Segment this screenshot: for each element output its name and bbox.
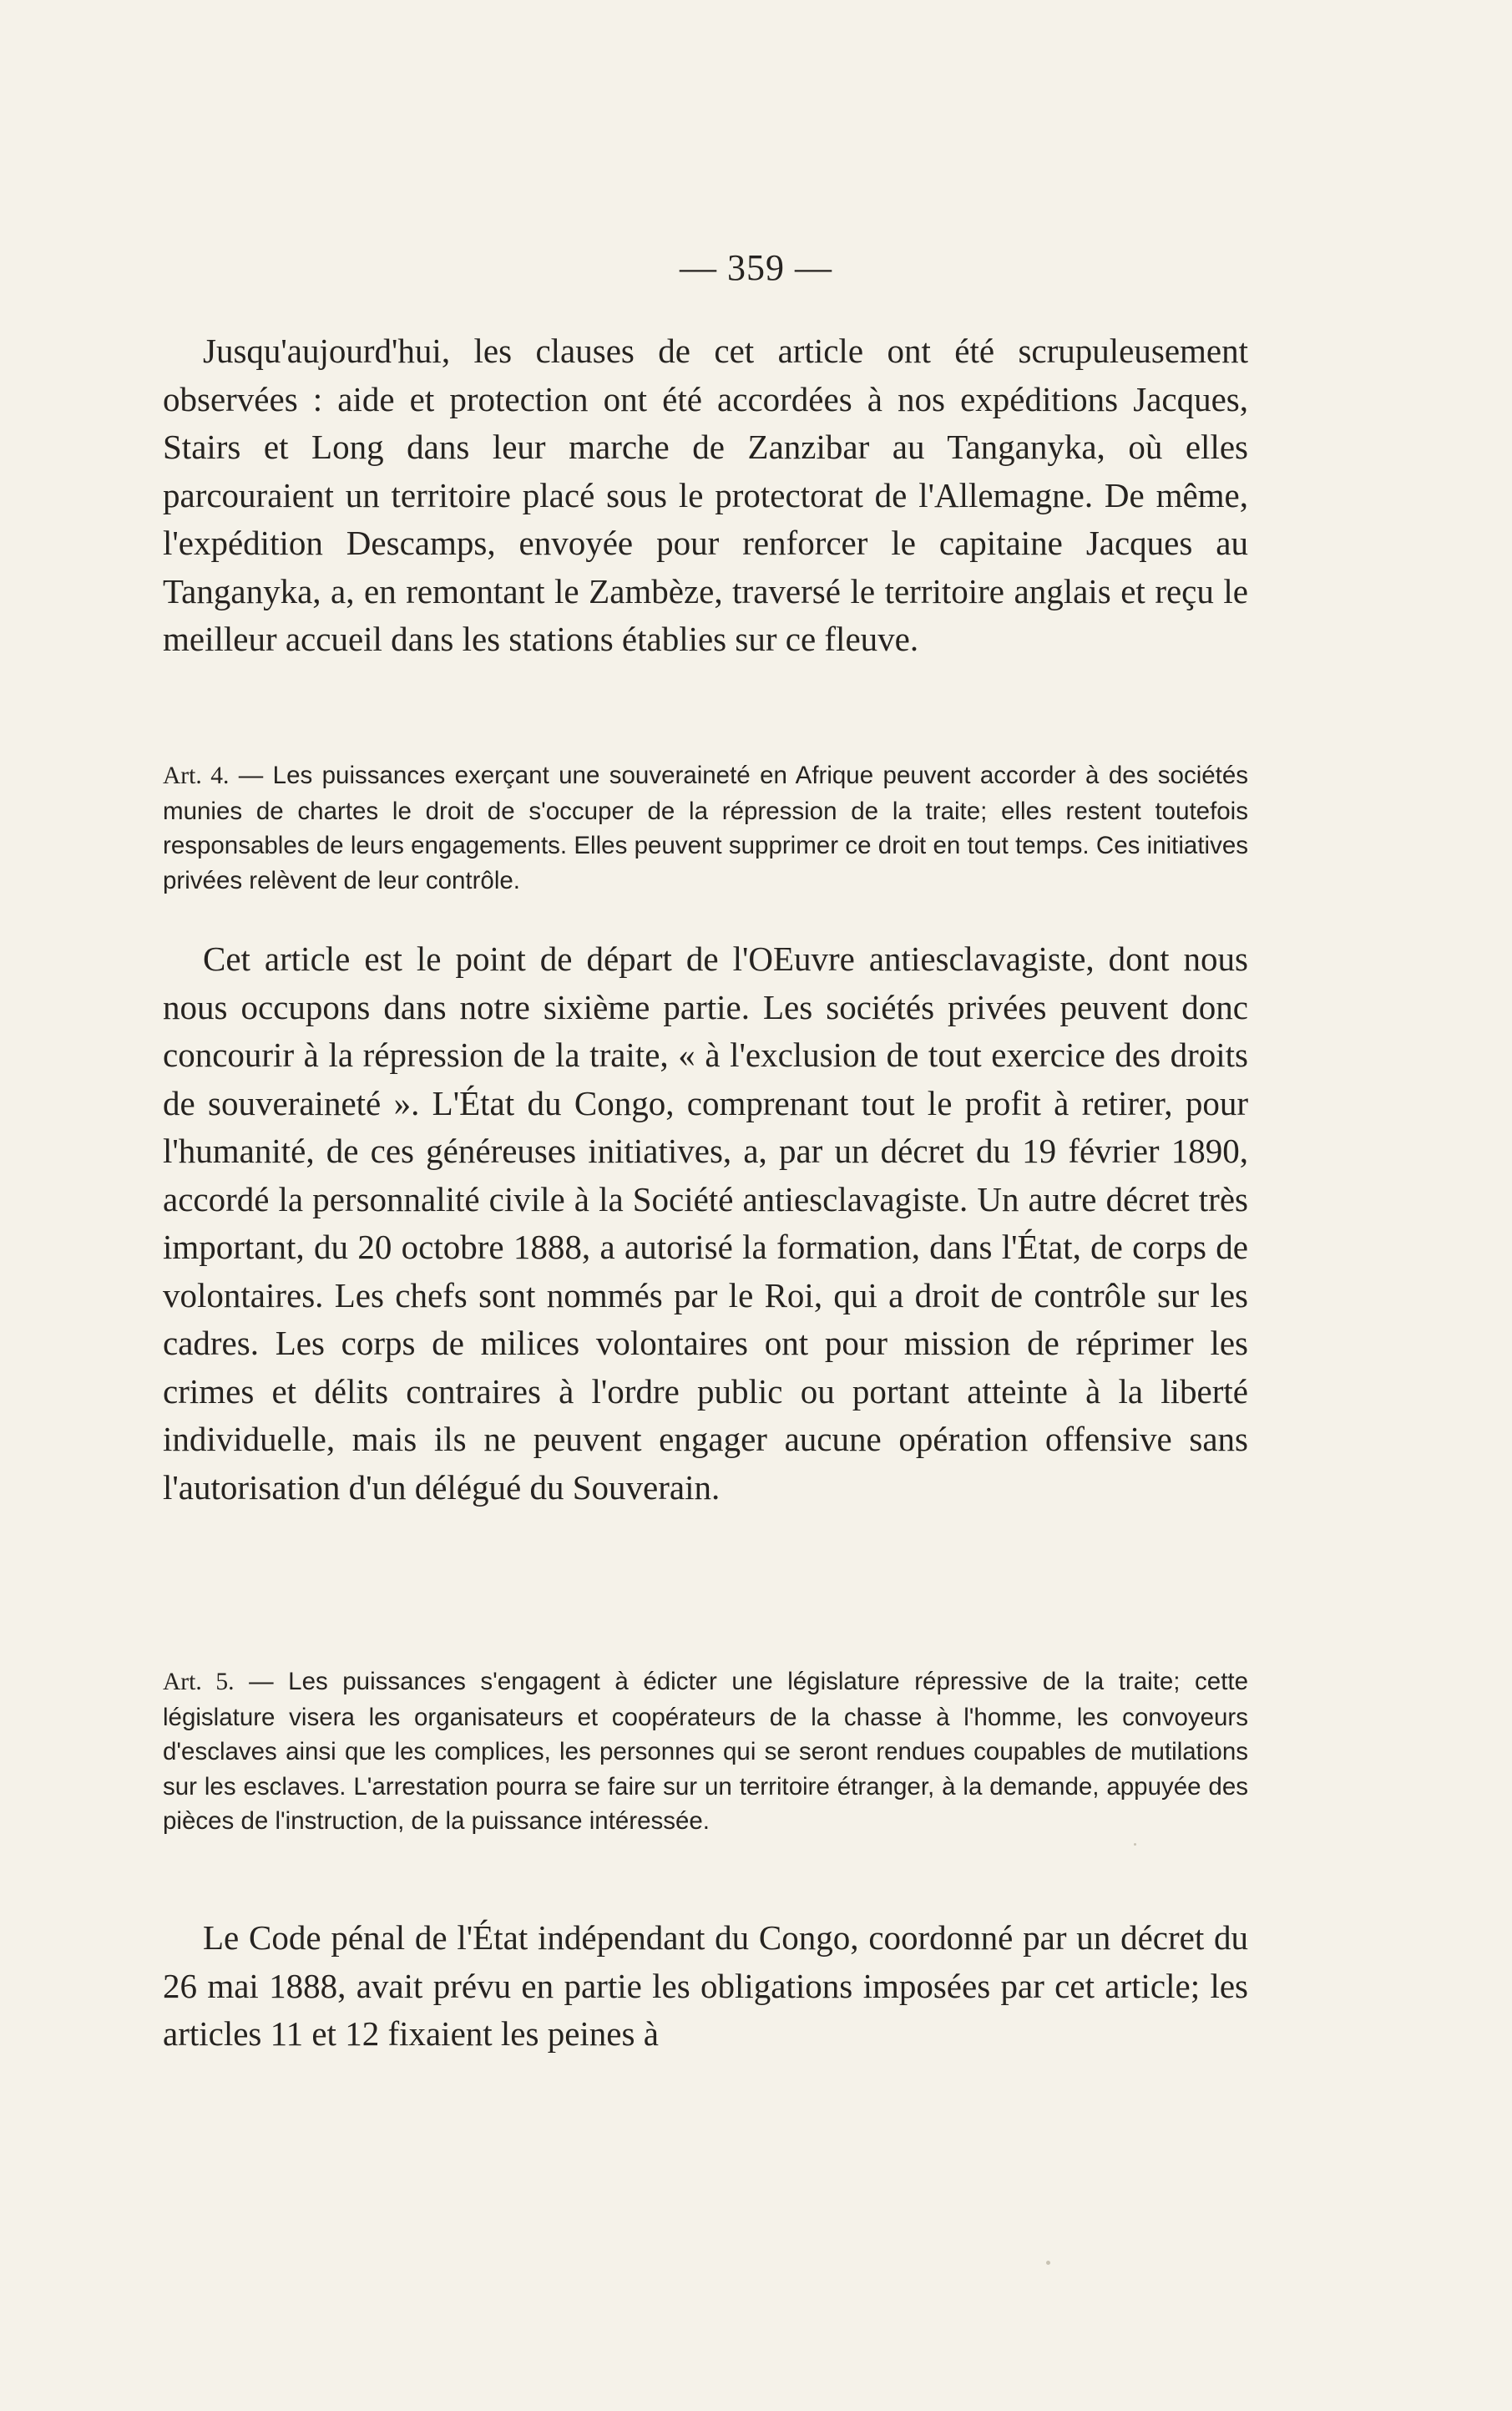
paragraph-text: Le Code pénal de l'État indépendant du Congo, coordonné par un décret du 26 mai 1888, avait prévu en partie les obligations imposées par cet article; les articles 11 et 12 fixaient les peines à <box>163 1918 1248 2053</box>
paragraph-text: Cet article est le point de départ de l'OEuvre antiesclavagiste, dont nous nous occupons dans notre sixième partie. Les sociétés privées peuvent donc concourir à la répression de la traite, « à l'exclusion de tout exercice des droits de souveraineté ». L'État du Congo, comprenant tout le profit à retirer, pour l'humanité, de ces généreuses initiatives, a, par un décret du 19 février 1890, accordé la personnalité civile à la Société antiesclavagiste. Un autre décret très important, du 20 octobre 1888, a autorisé la formation, dans l'État, de corps de volontaires. Les chefs sont nommés par le Roi, qui a droit de contrôle sur les cadres. Les corps de milices volontaires ont pour mission de réprimer les crimes et délits contraires à l'ordre public ou portant atteinte à la liberté individuelle, mais ils ne peuvent engager aucune opération offensive sans l'autorisation d'un délégué du Souverain. <box>163 940 1248 1507</box>
page-number: — 359 — <box>680 247 832 288</box>
article-4-text <box>163 758 1248 898</box>
paragraph-text: Jusqu'aujourd'hui, les clauses de cet article ont été scrupuleusement observées : aide et protection ont été accordées à nos expéditions Jacques, Stairs et Long dans leur marche de Zanzibar au Tanganyka, où elles parcouraient un territoire placé sous le protectorat de l'Allemagne. De même, l'expédition Descamps, envoyée pour renforcer le capitaine Jacques au Tanganyka, a, en remontant le Zambèze, traversé le territoire anglais et reçu le meilleur accueil dans les stations établies sur ce fleuve. <box>163 332 1248 658</box>
paragraph-antislavery <box>163 935 1248 1512</box>
article-5-body: — Les puissances s'engagent à édicter une législature répressive de la traite; cette législature visera les organisateurs et coopérateurs de la chasse à l'homme, les convoyeurs d'esclaves ainsi que les complices, les personnes qui se seront rendues coupables de mutilations sur les esclaves. L'arrestation pourra se faire sur un territoire étranger, à la demande, appuyée des pièces de l'instruction, de la puissance intéressée. <box>163 1668 1249 1835</box>
article-5-text <box>163 1664 1248 1839</box>
article-4-quote <box>163 758 1248 898</box>
paragraph-penal-code <box>163 1914 1248 2059</box>
article-5-label: Art. 5. <box>163 1669 235 1695</box>
paper-speck <box>1046 2261 1050 2265</box>
article-5-quote <box>163 1664 1248 1839</box>
article-4-label: Art. 4. <box>163 762 230 789</box>
paragraph-expeditions <box>163 327 1248 664</box>
article-4-body: — Les puissances exerçant une souveraineté en Afrique peuvent accorder à des sociétés munies de chartes le droit de s'occuper de la répression de la traite; elles restent toutefois responsables de leurs engagements. Elles peuvent supprimer ce droit en tout temps. Ces initiatives privées relèvent de leur contrôle. <box>163 762 1249 894</box>
paper-speck <box>1134 1843 1136 1846</box>
